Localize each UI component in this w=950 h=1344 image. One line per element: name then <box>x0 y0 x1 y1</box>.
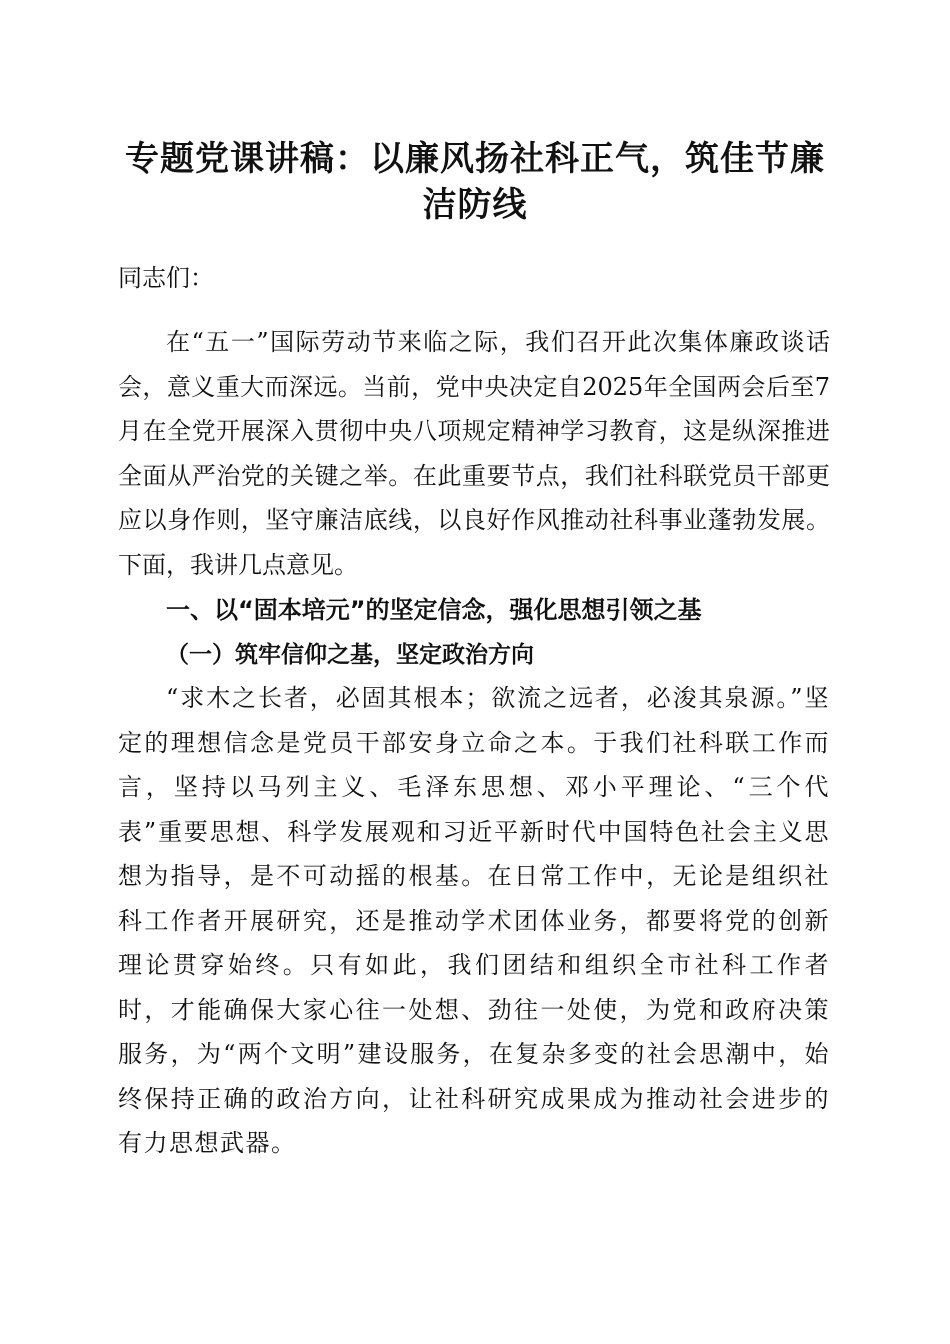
document-title: 专题党课讲稿：以廉风扬社科正气，筑佳节廉洁防线 <box>125 139 825 225</box>
section-heading-1: 一、以“固本培元”的坚定信念，强化思想引领之基 <box>166 596 702 624</box>
greeting: 同志们： <box>118 264 214 292</box>
subsection-heading-1-1: （一）筑牢信仰之基，坚定政治方向 <box>166 641 534 668</box>
paragraph-faith: “求木之长者，必固其根本；欲流之远者，必浚其泉源。”坚定的理想信念是党员干部安身立命之本。于我们社科联工作而言，坚持以马列主义、毛泽东思想、邓小平理论、“三个代表”重要思想、科学发展观和习近平新时代中国特色社会主义思想为指导，是不可动摇的根基。在日常工作中，无论是组织社科工作者开展研究，还是推动学术团体业务，都要将党的创新理论贯穿始终。只有如此，我们团结和组织全市社科工作者时，才能确保大家心往一处想、劲往一处使，为党和政府决策服务，为“两个文明”建设服务，在复杂多变的社会思潮中，始终保持正确的政治方向，让社科研究成果成为推动社会进步的有力思想武器。 <box>118 684 830 1157</box>
paragraph-intro: 在“五一”国际劳动节来临之际，我们召开此次集体廉政谈话会，意义重大而深远。当前，党中央决定自2025年全国两会后至7月在全党开展深入贯彻中央八项规定精神学习教育，这是纵深推进全面从严治党的关键之举。在此重要节点，我们社科联党员干部更应以身作则，坚守廉洁底线，以良好作风推动社科事业蓬勃发展。下面，我讲几点意见。 <box>118 328 830 579</box>
